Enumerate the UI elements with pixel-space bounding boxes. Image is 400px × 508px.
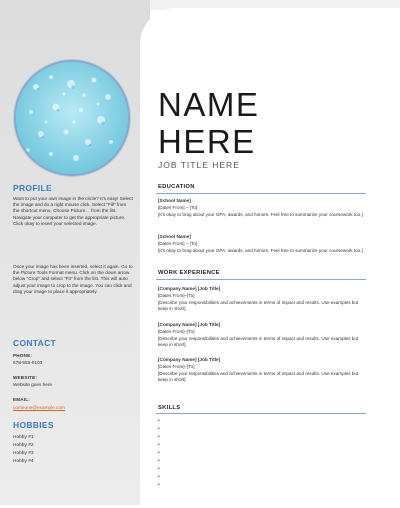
skill-bullet: • — [158, 466, 160, 472]
skill-bullet: • — [158, 450, 160, 456]
phone-value: 678-555-0103 — [13, 360, 43, 365]
phone-label: PHONE: — [13, 353, 33, 358]
work-entry-title: [Company Name] [Job Title] — [158, 357, 221, 362]
education-description: [It's okay to brag about your GPA, awards, and honors. Feel free to summarize your coursework too.] — [158, 212, 363, 217]
work-entry-title: [Company Name] [Job Title] — [158, 286, 221, 291]
skill-bullet: • — [158, 418, 160, 424]
website-label: WEBSITE: — [13, 375, 38, 380]
education-heading: EDUCATION — [158, 184, 195, 190]
education-school: [School Name] — [158, 198, 191, 203]
skills-heading: SKILLS — [158, 405, 181, 411]
skill-bullet: • — [158, 426, 160, 432]
education-rule — [156, 193, 366, 194]
name-line-2: HERE — [158, 123, 256, 160]
name-line-1: NAME — [158, 86, 260, 123]
skill-bullet: • — [158, 442, 160, 448]
hobby-item: Hobby #2 — [13, 443, 34, 448]
skills-rule — [156, 413, 366, 414]
skill-bullet: • — [158, 458, 160, 464]
contact-heading: CONTACT — [13, 338, 57, 348]
work-experience-rule — [156, 279, 366, 280]
hobby-item: Hobby #3 — [13, 451, 34, 456]
profile-paragraph-1: Want to put your own image in the circle? It's easy! Select the image and do a right mouse click. Select "Fill" from the shortcut menu. Choose Picture… from the list. Navigate your computer to get the appropriate picture. Click okay to insert your selected image. — [13, 196, 133, 226]
skill-bullet: • — [158, 482, 160, 488]
website-value: Website goes here — [13, 382, 52, 387]
skill-bullet: • — [158, 434, 160, 440]
education-dates: [Dates From] – [To] — [158, 241, 198, 246]
education-description: [It's okay to brag about your GPA, awards, and honors. Feel free to summarize your coursework too.] — [158, 248, 363, 253]
email-label: EMAIL: — [13, 397, 31, 402]
work-entry-description: [Describe your responsibilities and achievements in terms of impact and results. Use examples but keep in short] — [158, 300, 359, 311]
water-droplets-photo-icon — [16, 62, 128, 174]
work-entry-description: [Describe your responsibilities and achievements in terms of impact and results. Use examples but keep in short] — [158, 371, 359, 382]
hobby-item: Hobby #4 — [13, 459, 34, 464]
main-panel — [140, 8, 400, 508]
skill-bullet: • — [158, 474, 160, 480]
profile-photo-circle[interactable] — [14, 60, 130, 176]
hobbies-heading: HOBBIES — [13, 420, 54, 430]
education-dates: [Dates From] – [To] — [158, 205, 198, 210]
work-entry-title: [Company Name] [Job Title] — [158, 322, 221, 327]
profile-paragraph-2: Once your image has been inserted, select it again. Go to the Picture Tools Format menu. Click on the down arrow below "Crop" and select "Fit" from the list. This will auto adjust your image to crop to the image. You can click and drag your image to place it appropriately. — [13, 264, 133, 294]
profile-heading: PROFILE — [13, 183, 52, 193]
work-entry-dates: [Dates From]–[To] — [158, 364, 195, 369]
job-title: JOB TITLE HERE — [158, 160, 240, 170]
work-entry-description: [Describe your responsibilities and achievements in terms of impact and results. Use examples but keep in short] — [158, 336, 359, 347]
education-school: [School Name] — [158, 234, 191, 239]
work-experience-heading: WORK EXPERIENCE — [158, 270, 220, 276]
work-entry-dates: [Dates From]–[To] — [158, 329, 195, 334]
email-link[interactable]: someone@example.com — [13, 405, 65, 410]
hobby-item: Hobby #1 — [13, 435, 34, 440]
work-entry-dates: [Dates From]–[To] — [158, 293, 195, 298]
